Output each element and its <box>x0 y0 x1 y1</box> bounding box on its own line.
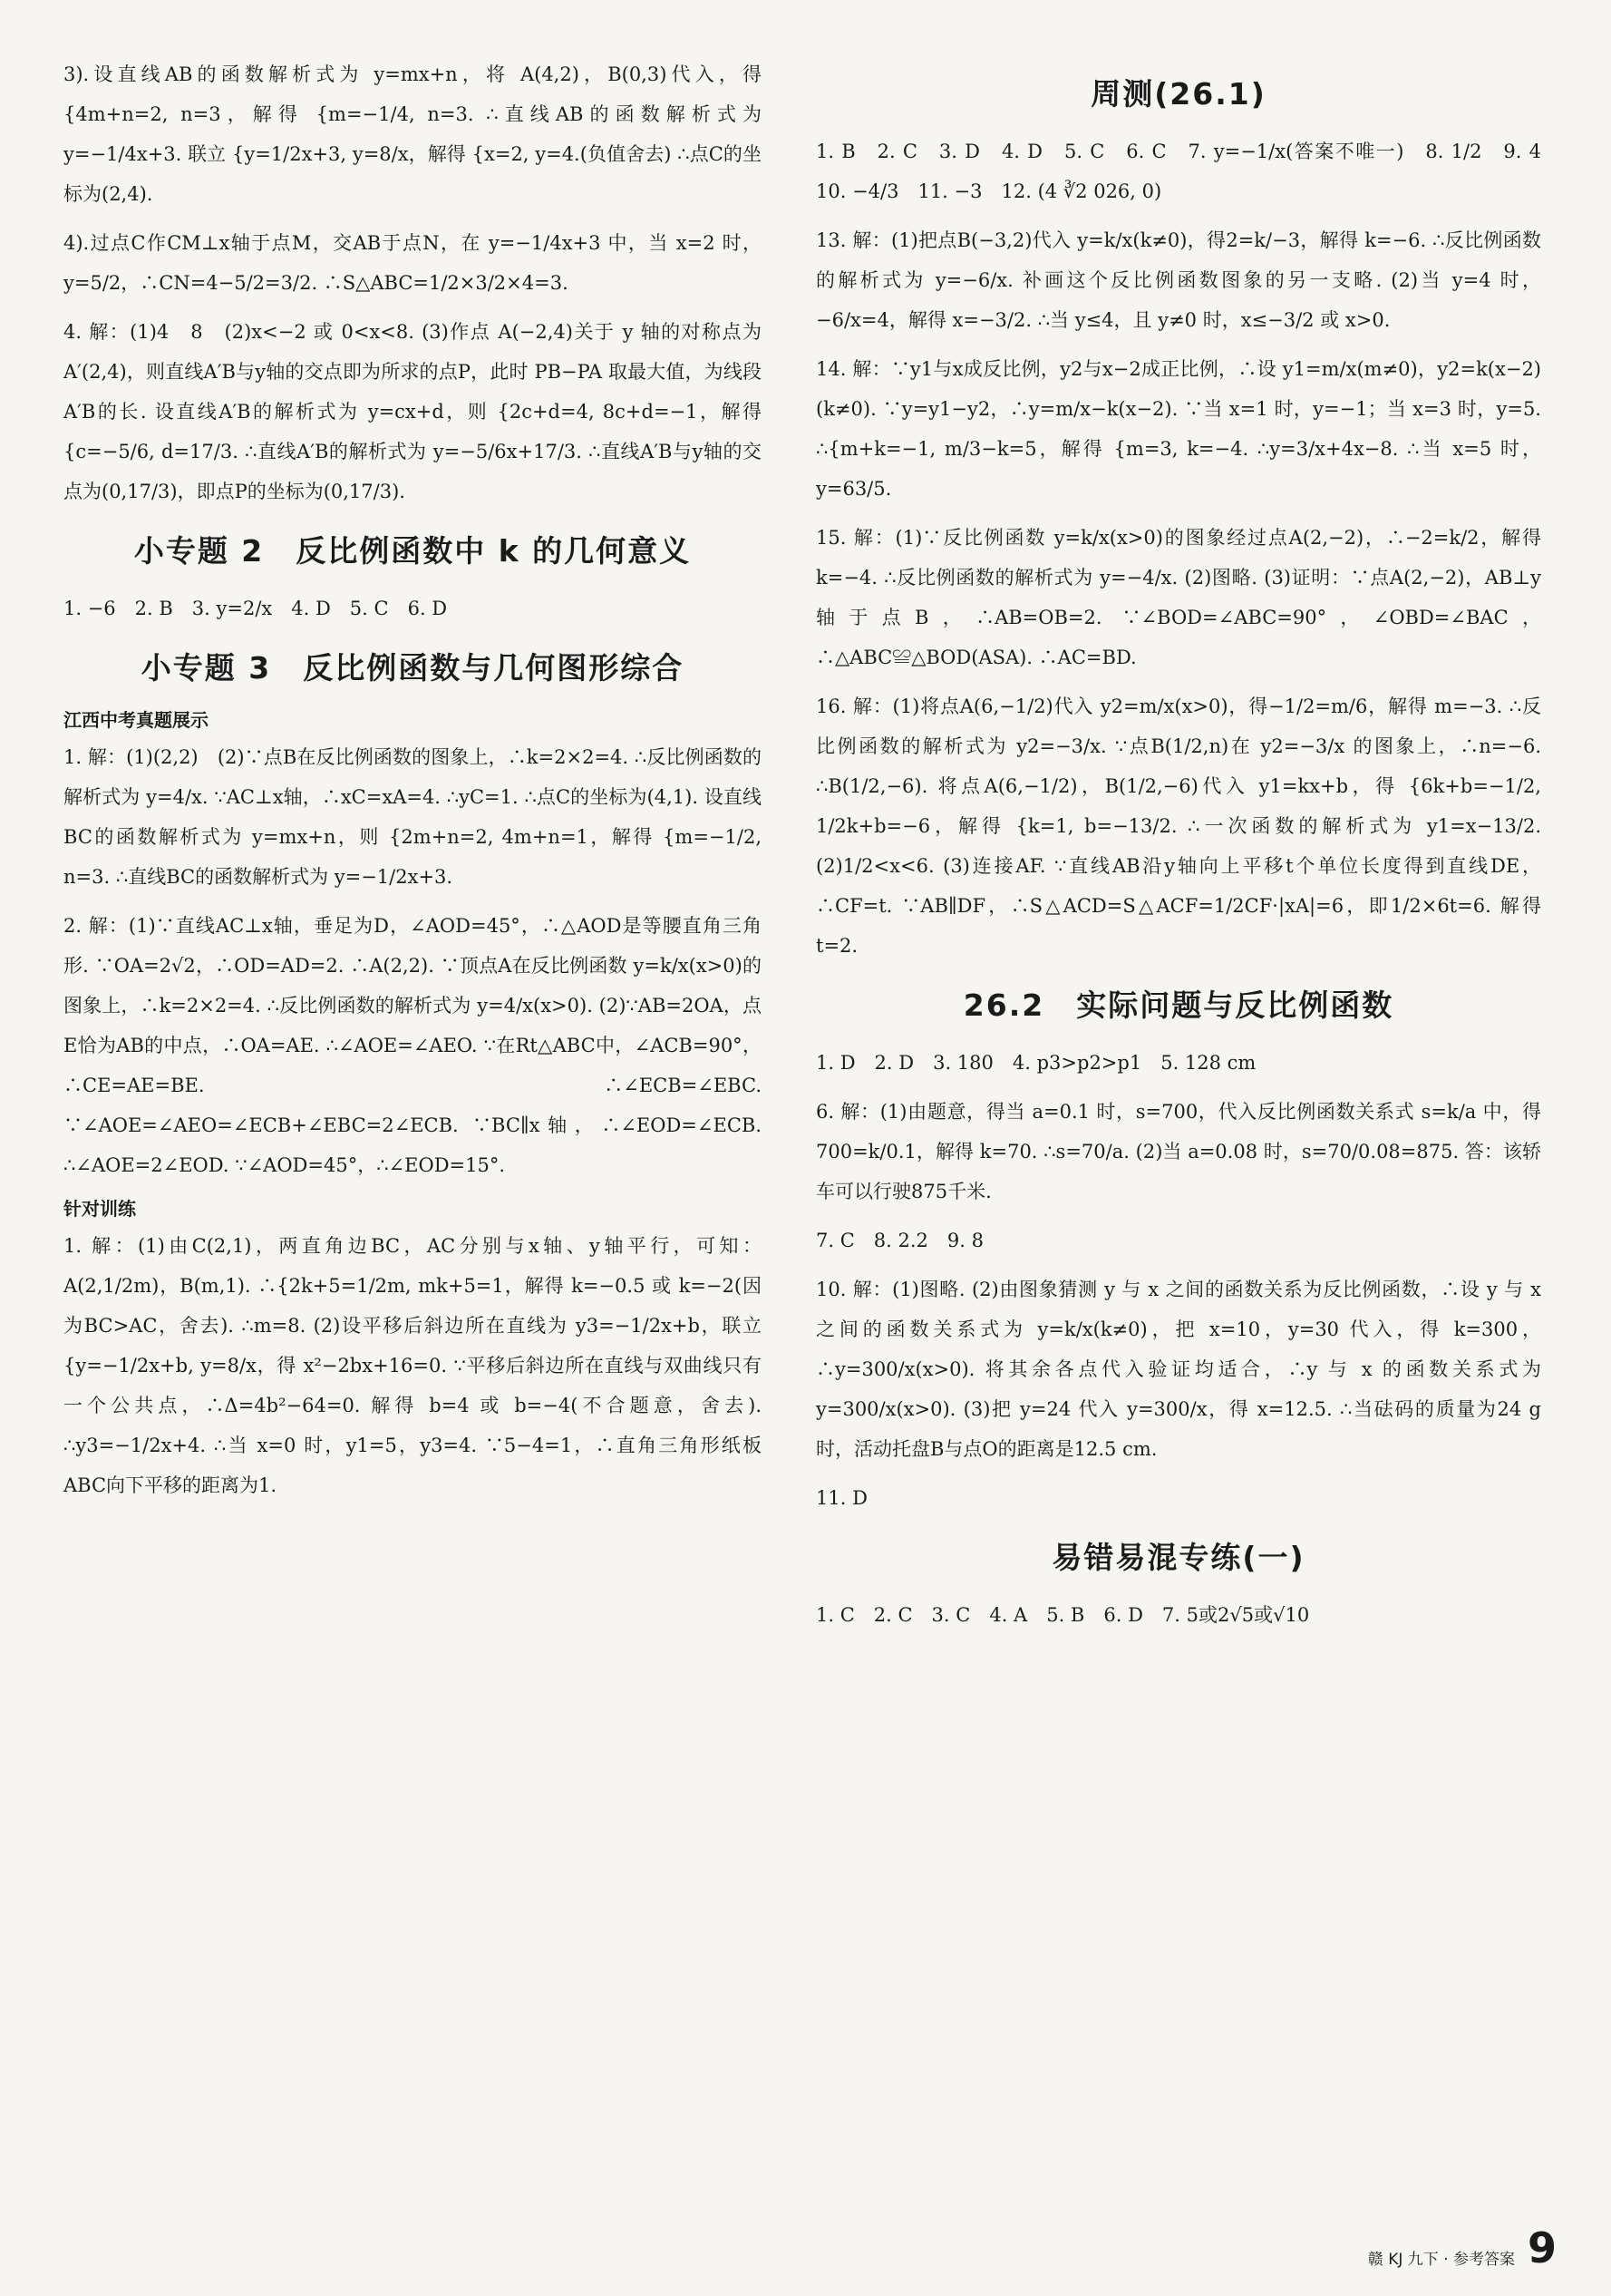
answer-block-training-1: 1. 解：(1)由C(2,1)，两直角边BC，AC分别与x轴、y轴平行，可知：A(2,1/2m)，B(m,1). ∴{2k+5=1/2m, mk+5=1，解得 k=−0.5 或 k=−2(因为BC>AC，舍去). ∴m=8. (2)设平移后斜边所在直线为 y3=−1/2x+b，联立 {y=−1/2x+b, y=8/x，得 x²−2bx+16=0. ∵平移后斜边所在直线与双曲线只有一个公共点，∴Δ=4b²−64=0. 解得 b=4 或 b=−4(不合题意，舍去). ∴y3=−1/2x+4. ∴当 x=0 时，y1=5，y3=4. ∵5−4=1，∴直角三角形纸板ABC向下平移的距离为1. <box>63 1235 762 1496</box>
subheading-jiangxi-exam: 江西中考真题展示 <box>63 709 209 731</box>
answer-block-topic3-2: 2. 解：(1)∵直线AC⊥x轴，垂足为D，∠AOD=45°，∴△AOD是等腰直角三角形. ∵OA=2√2，∴OD=AD=2. ∴A(2,2). ∵顶点A在反比例函数 y=k/x(x>0)的图象上，∴k=2×2=4. ∴反比例函数的解析式为 y=4/x(x>0). (2)∵AB=2OA，点E恰为AB的中点，∴OA=AE. ∴∠AOE=∠AEO. ∵在Rt△ABC中，∠ACB=90°，∴CE=AE=BE. ∴∠ECB=∠EBC. ∵∠AOE=∠AEO=∠ECB+∠EBC=2∠ECB. ∵BC∥x轴，∴∠EOD=∠ECB. ∴∠AOE=2∠EOD. ∵∠AOD=45°，∴∠EOD=15°. <box>63 915 762 1176</box>
answer-block-4: 4. 解：(1)4 8 (2)x<−2 或 0<x<8. (3)作点 A(−2,4)关于 y 轴的对称点为A′(2,4)，则直线A′B与y轴的交点即为所求的点P，此时 PB−PA 取最大值，为线段A′B的长. 设直线A′B的解析式为 y=cx+d，则 {2c+d=4, 8c+d=−1，解得 {c=−5/6, d=17/3. ∴直线A′B的解析式为 y=−5/6x+17/3. ∴直线A′B与y轴的交点为(0,17/3)，即点P的坐标为(0,17/3). <box>63 321 762 502</box>
answer-block-topic3-1: 1. 解：(1)(2,2) (2)∵点B在反比例函数的图象上，∴k=2×2=4. ∴反比例函数的解析式为 y=4/x. ∵AC⊥x轴，∴xC=xA=4. ∴yC=1. ∴点C的坐标为(4,1). 设直线BC的函数解析式为 y=mx+n，则 {2m+n=2, 4m+n=1，解得 {m=−1/2, n=3. ∴直线BC的函数解析式为 y=−1/2x+3. <box>63 746 762 888</box>
left-column <box>63 54 762 1514</box>
subheading-targeted-training: 针对训练 <box>63 1198 136 1220</box>
answers-error-practice: 1. C 2. C 3. C 4. A 5. B 6. D 7. 5或2√5或√10 <box>816 1604 1310 1626</box>
answers-26-2-1-5: 1. D 2. D 3. 180 4. p3>p2>p1 5. 128 cm <box>816 1052 1257 1074</box>
answers-topic-2: 1. −6 2. B 3. y=2/x 4. D 5. C 6. D <box>63 598 448 619</box>
answers-weekly-1-12: 1. B 2. C 3. D 4. D 5. C 6. C 7. y=−1/x(答案不唯一) 8. 1/2 9. 4 10. −4/3 11. −3 12. (4 ∛2 026, 0) <box>816 141 1560 202</box>
page-number: 9 <box>1527 2223 1557 2272</box>
answer-block-13: 13. 解：(1)把点B(−3,2)代入 y=k/x(k≠0)，得2=k/−3，解得 k=−6. ∴反比例函数的解析式为 y=−6/x. 补画这个反比例函数图象的另一支略. (2)当 y=4 时，−6/x=4，解得 x=−3/2. ∴当 y≤4，且 y≠0 时，x≤−3/2 或 x>0. <box>816 229 1541 331</box>
answer-block-3-3: 3).设直线AB的函数解析式为 y=mx+n，将 A(4,2)，B(0,3)代入，得 {4m+n=2, n=3，解得 {m=−1/4, n=3. ∴直线AB的函数解析式为 y=−1/4x+3. 联立 {y=1/2x+3, y=8/x，解得 {x=2, y=4.(负值舍去) ∴点C的坐标为(2,4). <box>63 63 762 205</box>
answer-block-26-2-10: 10. 解：(1)图略. (2)由图象猜测 y 与 x 之间的函数关系为反比例函数，∴设 y 与 x 之间的函数关系式为 y=k/x(k≠0)，把 x=10，y=30 代入，得 k=300，∴y=300/x(x>0). 将其余各点代入验证均适合，∴y 与 x 的函数关系式为 y=300/x(x>0). (3)把 y=24 代入 y=300/x，得 x=12.5. ∴当砝码的质量为24 g时，活动托盘B与点O的距离是12.5 cm. <box>816 1279 1541 1460</box>
section-heading-topic-3: 小专题 3 反比例函数与几何图形综合 <box>141 650 684 686</box>
answer-block-3-4: 4).过点C作CM⊥x轴于点M，交AB于点N，在 y=−1/4x+3 中，当 x=2 时，y=5/2，∴CN=4−5/2=3/2. ∴S△ABC=1/2×3/2×4=3. <box>63 232 762 294</box>
answers-26-2-11: 11. D <box>816 1487 868 1509</box>
right-column <box>816 54 1560 1644</box>
section-heading-topic-2: 小专题 2 反比例函数中 k 的几何意义 <box>133 533 692 569</box>
page-footer <box>1367 2223 1557 2272</box>
section-heading-error-practice: 易错易混专练(一) <box>1052 1540 1305 1575</box>
answer-block-26-2-6: 6. 解：(1)由题意，得当 a=0.1 时，s=700，代入反比例函数关系式 s=k/a 中，得 700=k/0.1，解得 k=70. ∴s=70/a. (2)当 a=0.08 时，s=70/0.08=875. 答：该轿车可以行驶875千米. <box>816 1101 1541 1202</box>
answer-block-14: 14. 解：∵y1与x成反比例，y2与x−2成正比例，∴设 y1=m/x(m≠0)，y2=k(x−2)(k≠0). ∵y=y1−y2，∴y=m/x−k(x−2). ∵当 x=1 时，y=−1；当 x=3 时，y=5. ∴{m+k=−1, m/3−k=5，解得 {m=3, k=−4. ∴y=3/x+4x−8. ∴当 x=5 时，y=63/5. <box>816 358 1541 500</box>
section-heading-weekly-test: 周测(26.1) <box>1091 76 1266 112</box>
footer-label: 赣 KJ 九下 · 参考答案 <box>1367 2251 1515 2269</box>
answers-26-2-7-9: 7. C 8. 2.2 9. 8 <box>816 1230 984 1251</box>
section-heading-26-2: 26.2 实际问题与反比例函数 <box>963 987 1394 1023</box>
answer-block-16: 16. 解：(1)将点A(6,−1/2)代入 y2=m/x(x>0)，得−1/2=m/6，解得 m=−3. ∴反比例函数的解析式为 y2=−3/x. ∵点B(1/2,n)在 y2=−3/x 的图象上，∴n=−6. ∴B(1/2,−6). 将点A(6,−1/2)，B(1/2,−6)代入 y1=kx+b，得 {6k+b=−1/2, 1/2k+b=−6，解得 {k=1, b=−13/2. ∴一次函数的解析式为 y1=x−13/2. (2)1/2<x<6. (3)连接AF. ∵直线AB沿y轴向上平移t个单位长度得到直线DE，∴CF=t. ∵AB∥DF，∴S△ACD=S△ACF=1/2CF·|xA|=6，即1/2×6t=6. 解得 t=2. <box>816 696 1541 957</box>
answer-block-15: 15. 解：(1)∵反比例函数 y=k/x(x>0)的图象经过点A(2,−2)，∴−2=k/2，解得 k=−4. ∴反比例函数的解析式为 y=−4/x. (2)图略. (3)证明：∵点A(2,−2)，AB⊥y轴于点B，∴AB=OB=2. ∵∠BOD=∠ABC=90°，∠OBD=∠BAC，∴△ABC≌△BOD(ASA). ∴AC=BD. <box>816 527 1541 668</box>
